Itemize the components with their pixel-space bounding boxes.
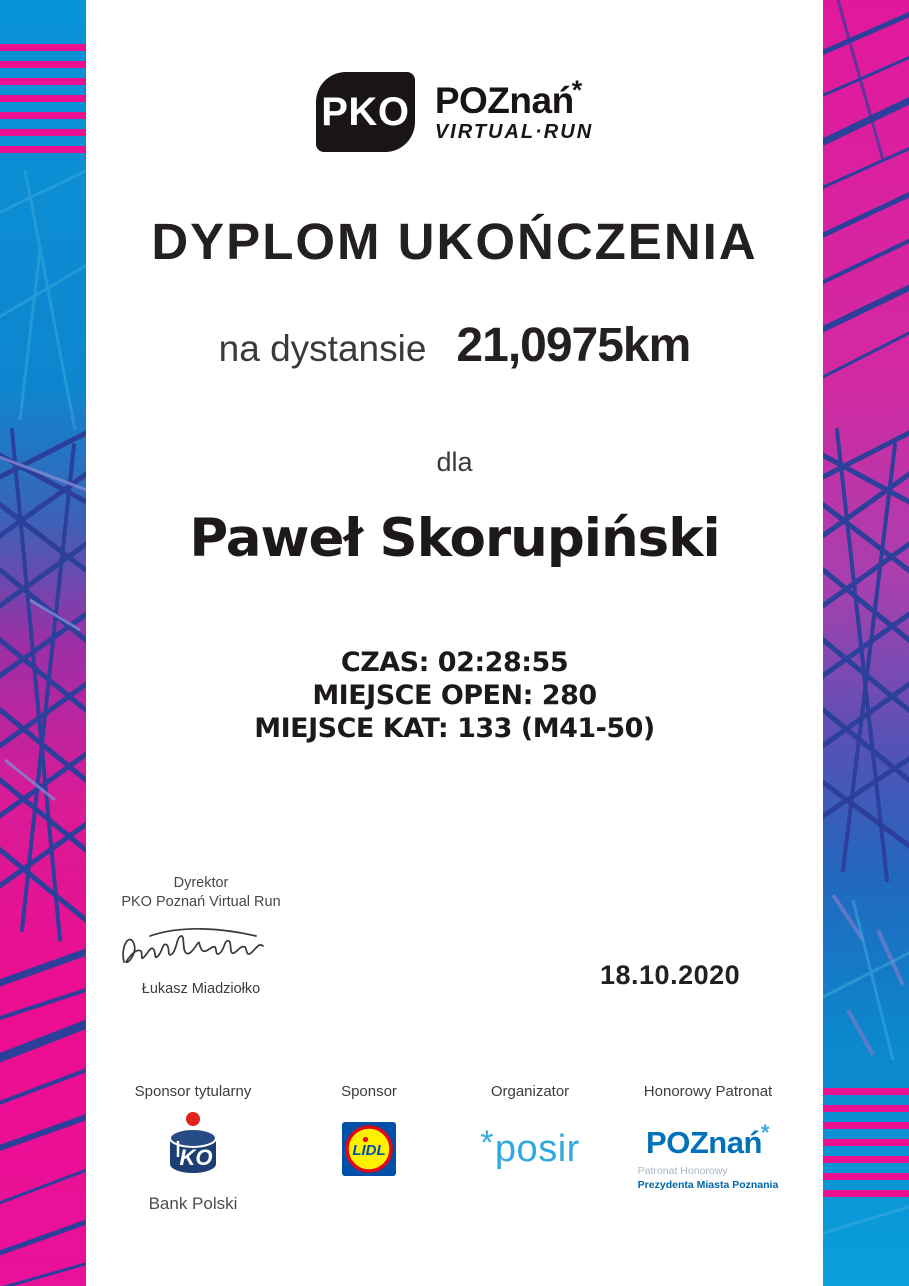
sponsor-column-organizer [450,1083,610,1192]
asterisk-icon: * [760,1120,769,1145]
recipient-name: Paweł Skorupiński [189,508,720,569]
event-date: 18.10.2020 [600,960,741,990]
left-decorative-band [0,0,86,1286]
event-logo-row [86,72,823,152]
diploma-title: DYPLOM UKOŃCZENIA [151,213,758,270]
right-decorative-band [823,0,909,1286]
asterisk-icon: * [571,75,582,105]
distance-row [86,318,823,373]
sponsor-column-title-sponsor [103,1083,283,1214]
poznan-wordmark: POZnań* [646,1120,769,1160]
pko-rotunda-icon [164,1110,222,1188]
signature-block [96,874,306,999]
patronage-line2: Prezydenta Miasta Poznania [637,1178,779,1191]
event-name: POZnań* [434,75,582,121]
pko-bank-polski-logo [103,1106,283,1192]
results-block [86,646,823,745]
sponsor-column-sponsor [294,1083,444,1192]
asterisk-icon: * [480,1123,494,1162]
svg-text:LIDL: LIDL [352,1142,386,1159]
pko-logo [316,72,415,152]
result-place-category: MIEJSCE KAT: 133 (M41-50) [254,713,655,744]
posir-text: posir [494,1127,580,1170]
signer-role-line1: Dyrektor [173,875,229,891]
event-subtitle: VIRTUAL·RUN [434,121,594,143]
distance-value: 21,0975km [456,319,691,372]
sponsor-column-honorary-patronage [612,1083,804,1193]
poznan-logo [612,1106,804,1158]
result-time: CZAS: 02:28:55 [340,647,569,678]
sponsor-label: Organizator [490,1083,570,1100]
pko-caption: Bank Polski [148,1194,238,1213]
sponsor-label: Sponsor [341,1083,397,1100]
signer-name: Łukasz Miadziołko [141,980,261,997]
sponsor-label: Sponsor tytularny [134,1083,252,1100]
svg-text:KO: KO [179,1145,213,1170]
sponsor-label: Honorowy Patronat [643,1083,773,1100]
patronage-line1: Patronat Honorowy [637,1165,728,1177]
lidl-icon [342,1122,396,1176]
result-place-open: MIEJSCE OPEN: 280 [312,680,597,711]
signer-role-line2: PKO Poznań Virtual Run [121,893,281,910]
lidl-logo [294,1106,444,1192]
distance-prefix: na dystansie [218,328,427,369]
handwritten-signature [116,920,286,978]
pko-logo-text: PKO [321,89,410,134]
recipient-preposition: dla [436,447,473,477]
posir-logo [450,1106,610,1192]
poznan-virtual-run-logo [434,75,594,143]
